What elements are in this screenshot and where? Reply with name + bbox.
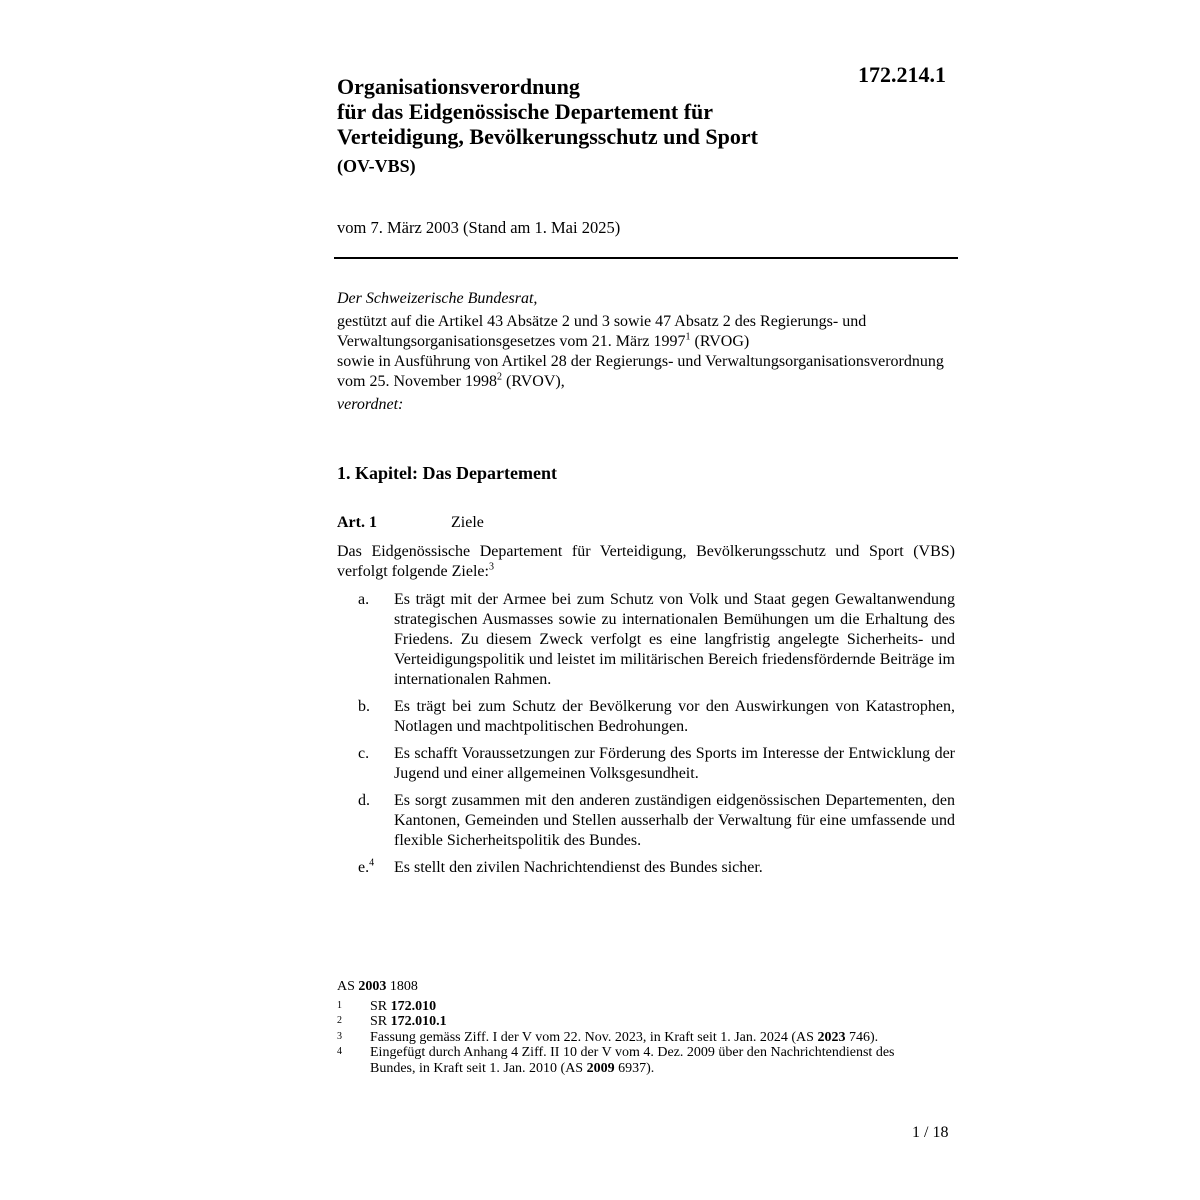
footnote-ref[interactable]: 2 [496,371,502,383]
footnote-ref[interactable]: 3 [488,561,494,573]
list-item [337,744,955,784]
footnote-number: 3 [337,1030,342,1042]
footnote: 4 Eingefügt durch Anhang 4 Ziff. II 10 der V vom 4. Dez. 2009 über den Nachrichtendienst des Bundes, in Kraft seit 1. Jan. 2010 (AS 2009 6937). [337,1045,895,1076]
divider [334,257,958,259]
document-title [337,74,897,149]
abbreviation: (OV-VBS) [337,156,416,176]
article-title: Ziele [451,514,484,531]
title-line: Verteidigung, Bevölkerungsschutz und Sport [337,124,758,149]
title-line: Organisationsverordnung [337,74,580,99]
list-item-text: Es trägt bei zum Schutz der Bevölkerung vor den Auswirkungen von Katastrophen, Notlagen und machtpolitischen Bedrohungen. [394,698,955,735]
page-number: 1 / 18 [912,1124,949,1141]
list-item-label: a. [358,591,370,608]
preamble-decree: verordnet: [337,396,404,413]
list-item-label: b. [358,698,370,715]
list-item [337,697,955,737]
footnote: 1 SR 172.010 [337,998,437,1014]
footnote-link[interactable]: 172.010 [390,998,437,1014]
list-item-text: Es trägt mit der Armee bei zum Schutz von Volk und Staat gegen Gewaltanwendung strategischen Ausmasses sowie zu internationalen Bemühungen um die Erhaltung des Friedens. Zu diesem Zweck verfolgt es eine langfristig angelegte Sicherheits- und Verteidigungspolitik und leistet im militärischen Bereich friedensfördernde Beiträge im internationalen Rahmen. [394,591,955,688]
preamble [337,289,957,415]
title-line: für das Eidgenössische Departement für [337,99,714,124]
article-number: Art. 1 [337,514,377,531]
list-item [337,858,955,878]
footnote-link[interactable]: 172.010.1 [390,1014,447,1029]
footnote-number: 4 [337,1046,342,1057]
sr-number: 172.214.1 [858,62,946,87]
chapter-heading: 1. Kapitel: Das Departement [337,463,557,483]
preamble-basis: gestützt auf die Artikel 43 Absätze 2 und 3 sowie 47 Absatz 2 des Regierungs- und Verwaltungsorganisationsgesetzes vom 21. März 1997$^1$ (RVOG) [337,313,867,350]
footnote-number: 2 [337,1015,342,1026]
article-intro: Das Eidgenössische Departement für Verteidigung, Bevölkerungsschutz und Sport (VBS) verfolgt folgende Ziele:$^3$ [337,543,955,580]
footnote-ref[interactable]: 1 [685,331,691,343]
official-compilation-ref: AS 2003 1808 [337,979,418,994]
list-item-label: c. [358,745,370,762]
footnote: 2 SR 172.010.1 [337,1014,447,1029]
article-list [337,590,955,885]
list-item-text: Es sorgt zusammen mit den anderen zuständigen eidgenössischen Departementen, den Kantonen, Gemeinden und Stellen ausserhalb der Verwaltung für eine umfassende und flexible Sicherheitspolitik des Bundes. [394,792,955,849]
list-item [337,590,955,690]
footnote: 3 Fassung gemäss Ziff. I der V vom 22. Nov. 2023, in Kraft seit 1. Jan. 2024 (AS 2023 746). [337,1029,879,1045]
preamble-authority: Der Schweizerische Bundesrat, [337,290,538,307]
footnote-ref[interactable]: 4 [369,857,375,869]
list-item [337,791,955,851]
list-item-label: e.$^4$ [358,857,375,876]
list-item-label: d. [358,792,370,809]
footnotes [337,979,937,1076]
date-line: vom 7. März 2003 (Stand am 1. Mai 2025) [337,218,621,237]
list-item-text: Es stellt den zivilen Nachrichtendienst des Bundes sicher. [394,859,763,876]
list-item-text: Es schafft Voraussetzungen zur Förderung des Sports im Interesse der Entwicklung der Jugend und einer allgemeinen Volksgesundheit. [394,745,955,782]
footnote-number: 1 [337,999,342,1011]
preamble-execution: sowie in Ausführung von Artikel 28 der Regierungs- und Verwaltungsorganisationsverordnung vom 25. November 1998$^2$ (RVOV), [337,353,944,390]
